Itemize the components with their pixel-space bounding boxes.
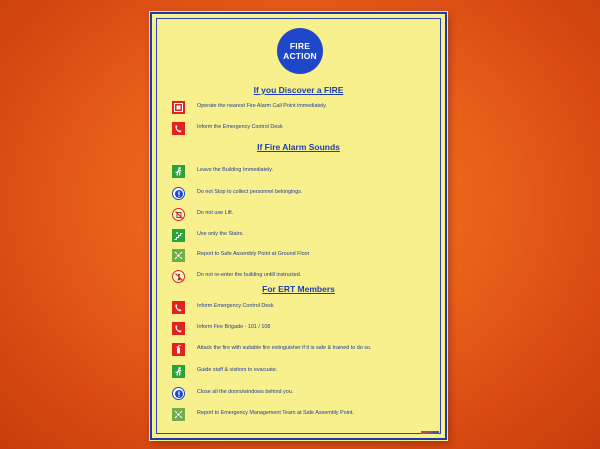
no-lift-icon <box>172 208 185 221</box>
item-text: Report to Safe Assembly Point at Ground Floor <box>197 251 310 257</box>
running-man-exit-icon <box>172 365 185 378</box>
heading-discover-fire: If you Discover a FIRE <box>253 85 344 95</box>
heading-ert-members: For ERT Members <box>262 284 335 294</box>
item-text: Report to Emergency Management Team at Safe Assembly Point. <box>197 410 354 416</box>
badge-line-1: FIRE <box>289 41 311 51</box>
item-text: Use only the Stairs. <box>197 231 244 237</box>
assembly-point-icon <box>172 408 185 421</box>
assembly-point-icon <box>172 249 185 262</box>
no-entry-person-icon <box>172 270 185 283</box>
fire-telephone-icon <box>172 322 185 335</box>
item-text: Do not use Lift. <box>197 210 234 216</box>
item-text: Operate the nearest Fire Alarm Call Point immediately. <box>197 103 327 109</box>
fire-extinguisher-icon <box>172 343 185 356</box>
item-text: Close all the doors/windows behind you. <box>197 389 294 395</box>
item-text: Leave the Building Immediately. <box>197 167 274 173</box>
fire-action-badge <box>277 28 323 74</box>
item-text: Guide staff & visitors to evacuate. <box>197 367 278 373</box>
item-text: Inform Fire Brigade - 101 / 108 <box>197 324 271 330</box>
item-text: Do not re-enter the building untill instructed. <box>197 272 302 278</box>
stairs-icon <box>172 229 185 242</box>
item-text: Do not Stop to collect personnel belongings. <box>197 189 303 195</box>
mandatory-exclamation-icon <box>172 387 185 400</box>
running-man-exit-icon <box>172 165 185 178</box>
emergency-telephone-icon <box>172 122 185 135</box>
heading-fire-alarm-sounds: If Fire Alarm Sounds <box>257 142 340 152</box>
fire-alarm-call-point-icon <box>172 101 185 114</box>
publisher-logo <box>421 431 439 434</box>
emergency-telephone-icon <box>172 301 185 314</box>
item-text: Inform Emergency Control Desk <box>197 303 274 309</box>
badge-line-2: ACTION <box>283 51 317 61</box>
item-text: Inform the Emergency Control Desk <box>197 124 283 130</box>
item-text: Attack the fire with suitable fire extinguisher if it is safe & trained to do so. <box>197 345 372 351</box>
mandatory-exclamation-icon <box>172 187 185 200</box>
fire-action-poster <box>150 12 447 440</box>
